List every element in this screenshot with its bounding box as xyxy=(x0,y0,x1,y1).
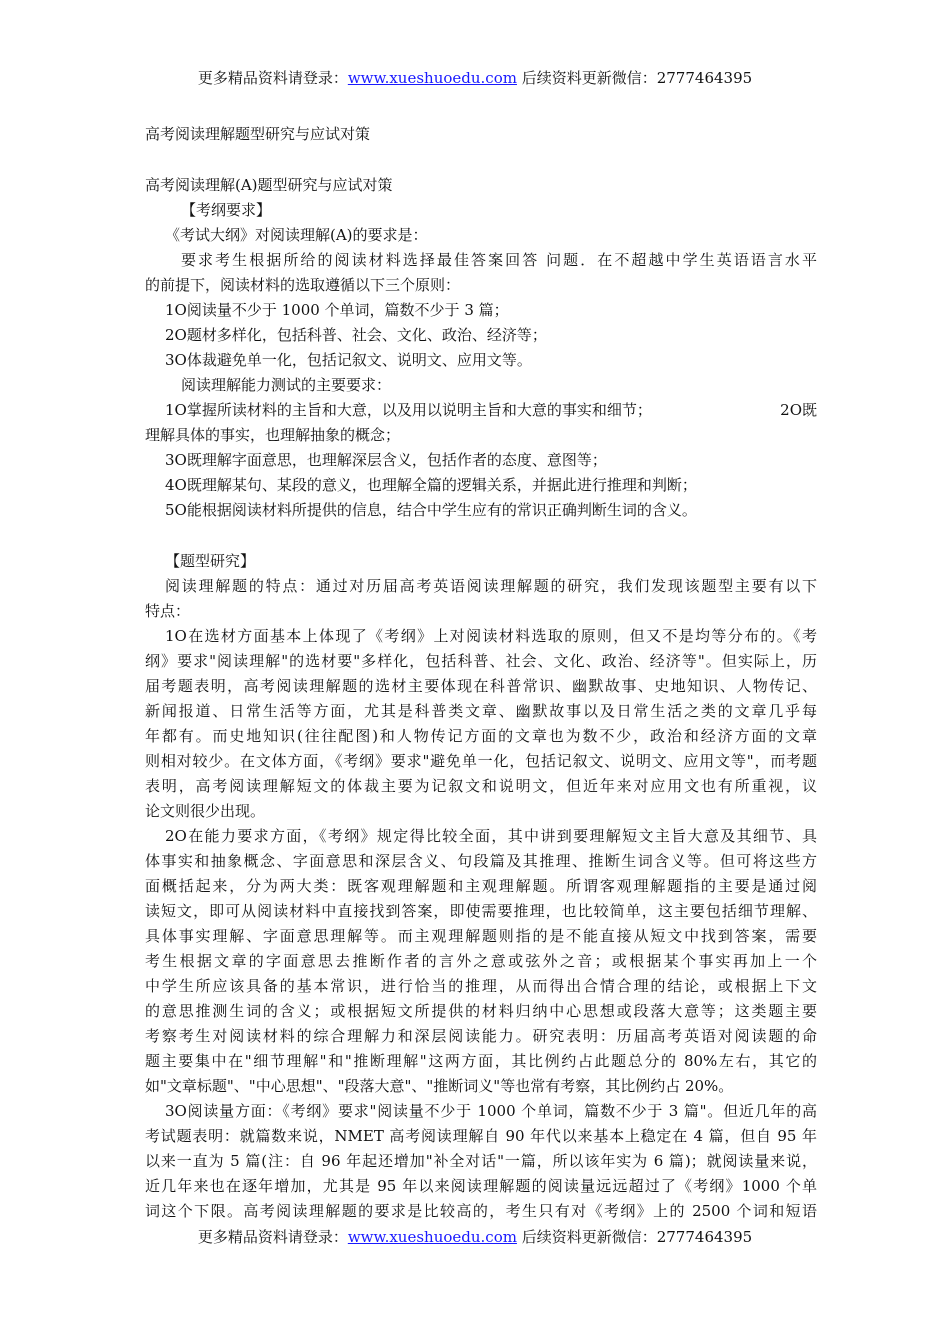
feature-paragraph-1 xyxy=(145,624,817,824)
ability-5: 5O能根据阅读材料所提供的信息，结合中学生应有的常识正确判断生词的含义。 xyxy=(165,501,697,519)
paragraph-line: 2O在能力要求方面，《考纲》规定得比较全面，其中讲到要理解短文主旨大意及其细节、具 xyxy=(165,827,817,845)
paragraph-line: 如"文章标题"、"中心思想"、"段落大意"、"推断词义"等也常有考察，其比例约占 20%。 xyxy=(145,1077,734,1095)
paragraph-line: 以来一直为 5 篇(注：自 96 年起还增加"补全对话"一篇，所以该年实为 6 篇)；就阅读量来说， xyxy=(145,1152,817,1170)
paragraph-line: 体事实和抽象概念、字面意思和深层含义、句段篇及其推理、推断生词含义等。但可将这些方 xyxy=(145,852,817,870)
feature-paragraph-2 xyxy=(145,824,817,1099)
feature-paragraph-3 xyxy=(145,1099,817,1224)
header-prefix: 更多精品资料请登录： xyxy=(197,69,348,87)
header-suffix: 后续资料更新微信：2777464395 xyxy=(516,69,753,87)
document-body xyxy=(145,122,817,1224)
page-footer xyxy=(0,1226,950,1248)
paragraph-line: 3O阅读量方面：《考纲》要求"阅读量不少于 1000 个单词，篇数不少于 3 篇"。但近几年的高 xyxy=(165,1102,817,1120)
intro-line: 《考试大纲》对阅读理解(A)的要求是： xyxy=(165,226,428,244)
paragraph-line: 考生根据文章的字面意思去推断作者的言外之意或弦外之音；或根据某个事实再加上一个 xyxy=(145,952,817,970)
paragraph-line: 面概括起来，分为两大类：既客观理解题和主观理解题。所谓客观理解题指的主要是通过阅 xyxy=(145,877,817,895)
paragraph-line: 年都有。而史地知识(往往配图)和人物传记方面的文章也为数不少，政治和经济方面的文章 xyxy=(145,727,817,745)
paragraph-line: 读短文，即可从阅读材料中直接找到答案，即使需要推理，也比较简单，这主要包括细节理解、 xyxy=(145,902,817,920)
paragraph-line: 近几年来也在逐年增加，尤其是 95 年以来阅读理解题的阅读量远远超过了《考纲》1000 个单 xyxy=(145,1177,817,1195)
page-header xyxy=(0,67,950,89)
footer-prefix: 更多精品资料请登录： xyxy=(197,1228,348,1246)
paragraph-line: 题主要集中在"细节理解"和"推断理解"这两方面，其比例约占此题总分的 80%左右，其它的 xyxy=(145,1052,817,1070)
features-line-2: 特点： xyxy=(145,602,191,620)
ability-1: 1O掌握所读材料的主旨和大意，以及用以说明主旨和大意的事实和细节； xyxy=(165,401,652,419)
doc-subtitle: 高考阅读理解(A)题型研究与应试对策 xyxy=(145,176,393,194)
ability-intro: 阅读理解能力测试的主要要求： xyxy=(181,376,392,394)
paragraph-line: 中学生所应该具备的基本常识，进行恰当的推理，从而得出合情合理的结论，或根据上下文 xyxy=(145,977,817,995)
paragraph-line: 的意思推测生词的含义；或根据短文所提供的材料归纳中心思想或段落大意等；这类题主要 xyxy=(145,1002,817,1020)
principle-2: 2O题材多样化，包括科普、社会、文化、政治、经济等； xyxy=(165,326,547,344)
features-line-1: 阅读理解题的特点：通过对历届高考英语阅读理解题的研究，我们发现该题型主要有以下 xyxy=(165,577,817,595)
requirement-line-2: 的前提下，阅读材料的选取遵循以下三个原则： xyxy=(145,276,461,294)
header-link[interactable]: www.xueshuoedu.com xyxy=(347,69,517,87)
paragraph-line: 1O在选材方面基本上体现了《考纲》上对阅读材料选取的原则，但又不是均等分布的。《考 xyxy=(165,627,817,645)
paragraph-line: 具体事实理解、字面意思理解等。而主观理解题则指的是不能直接从短文中找到答案，需要 xyxy=(145,927,817,945)
ability-1-row xyxy=(145,398,817,423)
paragraph-line: 论文则很少出现。 xyxy=(145,802,266,820)
paragraph-line: 考试题表明：就篇数来说，NMET 高考阅读理解自 90 年代以来基本上稳定在 4 篇，但自 95 年 xyxy=(145,1127,817,1145)
footer-link[interactable]: www.xueshuoedu.com xyxy=(347,1228,517,1246)
paragraph-line: 词这个下限。高考阅读理解题的要求是比较高的，考生只有对《考纲》上的 2500 个词和短语 xyxy=(145,1202,817,1220)
paragraph-line: 表明，高考阅读理解短文的体裁主要为记叙文和说明文，但近年来对应用文也有所重视，议 xyxy=(145,777,817,795)
ability-3: 3O既理解字面意思，也理解深层含义，包括作者的态度、意图等； xyxy=(165,451,607,469)
principle-1: 1O阅读量不少于 1000 个单词，篇数不少于 3 篇； xyxy=(165,301,509,319)
principle-3: 3O体裁避免单一化，包括记叙文、说明文、应用文等。 xyxy=(165,351,532,369)
ability-2-start: 2O既 xyxy=(780,401,817,419)
paragraph-line: 纲》要求"阅读理解"的选材要"多样化，包括科普、社会、文化、政治、经济等"。但实际上，历 xyxy=(145,652,817,670)
section-heading-research: 【题型研究】 xyxy=(165,552,256,570)
paragraph-line: 则相对较少。在文体方面，《考纲》要求"避免单一化，包括记叙文、说明文、应用文等"，而考题 xyxy=(145,752,817,770)
paragraph-line: 新闻报道、日常生活等方面，尤其是科普类文章、幽默故事以及日常生活之类的文章几乎每 xyxy=(145,702,817,720)
doc-title: 高考阅读理解题型研究与应试对策 xyxy=(145,125,371,143)
footer-suffix: 后续资料更新微信：2777464395 xyxy=(516,1228,753,1246)
requirement-line-1: 要求考生根据所给的阅读材料选择最佳答案回答 问题．在不超越中学生英语语言水平 xyxy=(181,251,817,269)
paragraph-line: 考察考生对阅读材料的综合理解力和深层阅读能力。研究表明：历届高考英语对阅读题的命 xyxy=(145,1027,817,1045)
ability-2-cont: 理解具体的事实，也理解抽象的概念； xyxy=(145,426,401,444)
ability-4: 4O既理解某句、某段的意义，也理解全篇的逻辑关系，并据此进行推理和判断； xyxy=(165,476,697,494)
paragraph-line: 届考题表明，高考阅读理解题的选材主要体现在科普常识、幽默故事、史地知识、人物传记、 xyxy=(145,677,817,695)
section-heading-outline: 【考纲要求】 xyxy=(181,201,272,219)
